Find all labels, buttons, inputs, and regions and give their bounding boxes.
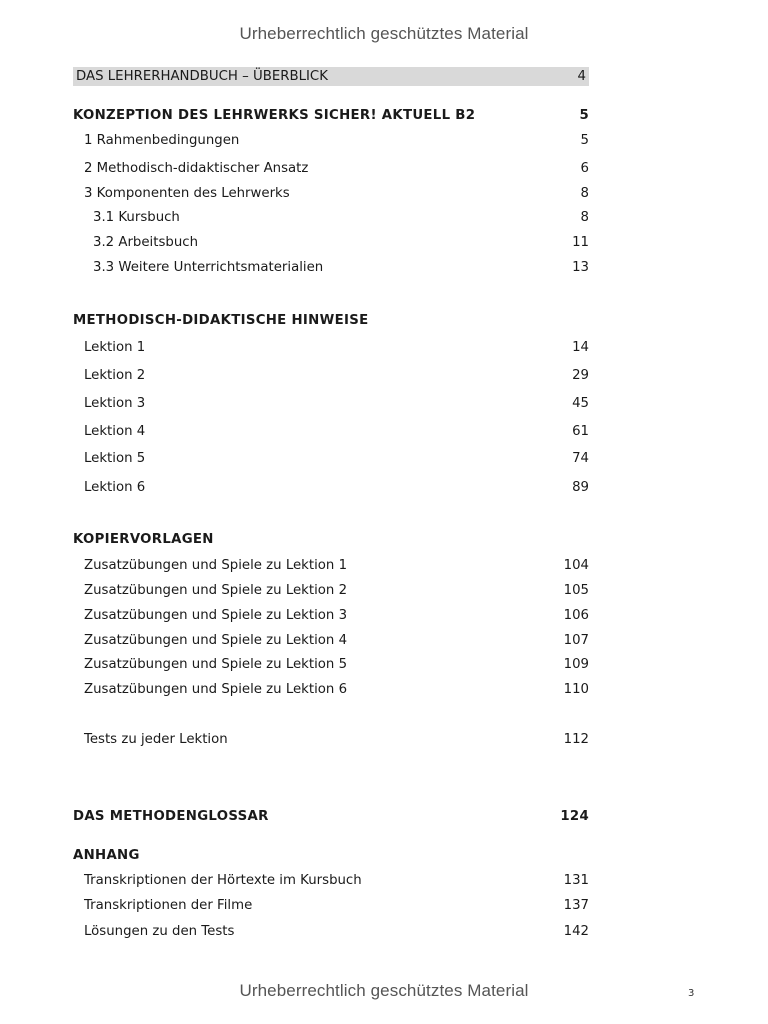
- toc-section-glossar[interactable]: [73, 806, 589, 828]
- toc-entry-label: Lektion 4: [84, 424, 146, 439]
- toc-entry-label: 2 Methodisch-didaktischer Ansatz: [84, 161, 309, 176]
- toc-entry-unterrichtsmaterialien[interactable]: [93, 257, 589, 279]
- toc-entry-page: 109: [563, 657, 589, 672]
- toc-section-anhang: [73, 845, 589, 867]
- toc-entry-page: 5: [580, 133, 589, 148]
- toc-entry-rahmenbedingungen[interactable]: [84, 130, 589, 152]
- toc-entry-tests[interactable]: [84, 729, 589, 751]
- toc-entry-page: 8: [580, 186, 589, 201]
- toc-entry-label: Lektion 2: [84, 368, 146, 383]
- toc-entry-page: 106: [563, 608, 589, 623]
- toc-entry-label: Zusatzübungen und Spiele zu Lektion 4: [84, 633, 348, 648]
- toc-entry-ansatz[interactable]: [84, 158, 589, 180]
- toc-entry-lektion-2[interactable]: [84, 365, 589, 387]
- toc-entry-label: 3.2 Arbeitsbuch: [93, 235, 198, 250]
- toc-entry-page: 74: [572, 451, 589, 466]
- toc-entry-hoertexte[interactable]: [84, 870, 589, 892]
- toc-entry-label: 3.1 Kursbuch: [93, 210, 180, 225]
- toc-entry-zusatzuebungen-3[interactable]: [84, 605, 589, 627]
- toc-entry-label: 3 Komponenten des Lehrwerks: [84, 186, 290, 201]
- toc-entry-page: 45: [572, 396, 589, 411]
- toc-entry-page: 131: [563, 873, 589, 888]
- toc-entry-label: 3.3 Weitere Unterrichtsmaterialien: [93, 260, 324, 275]
- toc-entry-label: DAS LEHRERHANDBUCH – ÜBERBLICK: [76, 69, 328, 84]
- toc-section-label: DAS METHODENGLOSSAR: [73, 809, 269, 824]
- toc-entry-label: Zusatzübungen und Spiele zu Lektion 2: [84, 583, 348, 598]
- toc-entry-label: Zusatzübungen und Spiele zu Lektion 3: [84, 608, 348, 623]
- toc-entry-zusatzuebungen-1[interactable]: [84, 555, 589, 577]
- copyright-watermark-bottom: Urheberrechtlich geschütztes Material: [239, 981, 529, 1000]
- toc-entry-filme[interactable]: [84, 895, 589, 917]
- toc-entry-zusatzuebungen-6[interactable]: [84, 679, 589, 701]
- toc-entry-label: Lektion 5: [84, 451, 146, 466]
- toc-entry-page: 8: [580, 210, 589, 225]
- toc-entry-label: Lösungen zu den Tests: [84, 924, 235, 939]
- toc-entry-page: 61: [572, 424, 589, 439]
- toc-entry-label: Transkriptionen der Hörtexte im Kursbuch: [84, 873, 362, 888]
- toc-entry-label: 1 Rahmenbedingungen: [84, 133, 240, 148]
- toc-entry-label: Zusatzübungen und Spiele zu Lektion 5: [84, 657, 348, 672]
- toc-entry-lektion-4[interactable]: [84, 421, 589, 443]
- toc-entry-lektion-5[interactable]: [84, 448, 589, 470]
- copyright-watermark-top: Urheberrechtlich geschütztes Material: [239, 24, 529, 43]
- toc-section-label: KOPIERVORLAGEN: [73, 532, 214, 547]
- toc-entry-page: 6: [580, 161, 589, 176]
- toc-section-label: KONZEPTION DES LEHRWERKS SICHER! AKTUELL B2: [73, 108, 476, 123]
- toc-section-label: ANHANG: [73, 848, 140, 863]
- toc-entry-label: Lektion 3: [84, 396, 146, 411]
- toc-entry-page: 89: [572, 480, 589, 495]
- toc-section-kopiervorlagen: [73, 529, 589, 551]
- toc-entry-page: 104: [563, 558, 589, 573]
- toc-entry-overview[interactable]: [73, 67, 589, 86]
- toc-entry-label: Tests zu jeder Lektion: [84, 732, 228, 747]
- toc-section-page: 5: [579, 108, 589, 123]
- page-number: 3: [688, 988, 695, 999]
- toc-entry-label: Lektion 1: [84, 340, 146, 355]
- toc-entry-lektion-3[interactable]: [84, 393, 589, 415]
- toc-entry-page: 14: [572, 340, 589, 355]
- toc-section-page: 124: [560, 809, 589, 824]
- toc-entry-zusatzuebungen-4[interactable]: [84, 630, 589, 652]
- toc-entry-page: 11: [572, 235, 589, 250]
- toc-entry-kursbuch[interactable]: [93, 207, 589, 229]
- toc-entry-lektion-6[interactable]: [84, 477, 589, 499]
- toc-section-hinweise: [73, 310, 589, 332]
- toc-entry-page: 142: [563, 924, 589, 939]
- toc-entry-page: 107: [563, 633, 589, 648]
- toc-entry-page: 112: [563, 732, 589, 747]
- toc-section-label: METHODISCH-DIDAKTISCHE HINWEISE: [73, 313, 369, 328]
- toc-entry-komponenten[interactable]: [84, 183, 589, 205]
- toc-entry-label: Zusatzübungen und Spiele zu Lektion 1: [84, 558, 348, 573]
- toc-entry-page: 4: [577, 69, 586, 84]
- toc-section-konzeption[interactable]: [73, 105, 589, 127]
- toc-entry-arbeitsbuch[interactable]: [93, 232, 589, 254]
- toc-entry-page: 137: [563, 898, 589, 913]
- toc-entry-zusatzuebungen-2[interactable]: [84, 580, 589, 602]
- toc-entry-lektion-1[interactable]: [84, 337, 589, 359]
- toc-entry-page: 110: [563, 682, 589, 697]
- toc-entry-loesungen[interactable]: [84, 921, 589, 943]
- toc-entry-zusatzuebungen-5[interactable]: [84, 654, 589, 676]
- toc-entry-label: Zusatzübungen und Spiele zu Lektion 6: [84, 682, 348, 697]
- toc-entry-page: 29: [572, 368, 589, 383]
- toc-entry-page: 13: [572, 260, 589, 275]
- toc-entry-label: Transkriptionen der Filme: [84, 898, 253, 913]
- toc-entry-label: Lektion 6: [84, 480, 146, 495]
- toc-entry-page: 105: [563, 583, 589, 598]
